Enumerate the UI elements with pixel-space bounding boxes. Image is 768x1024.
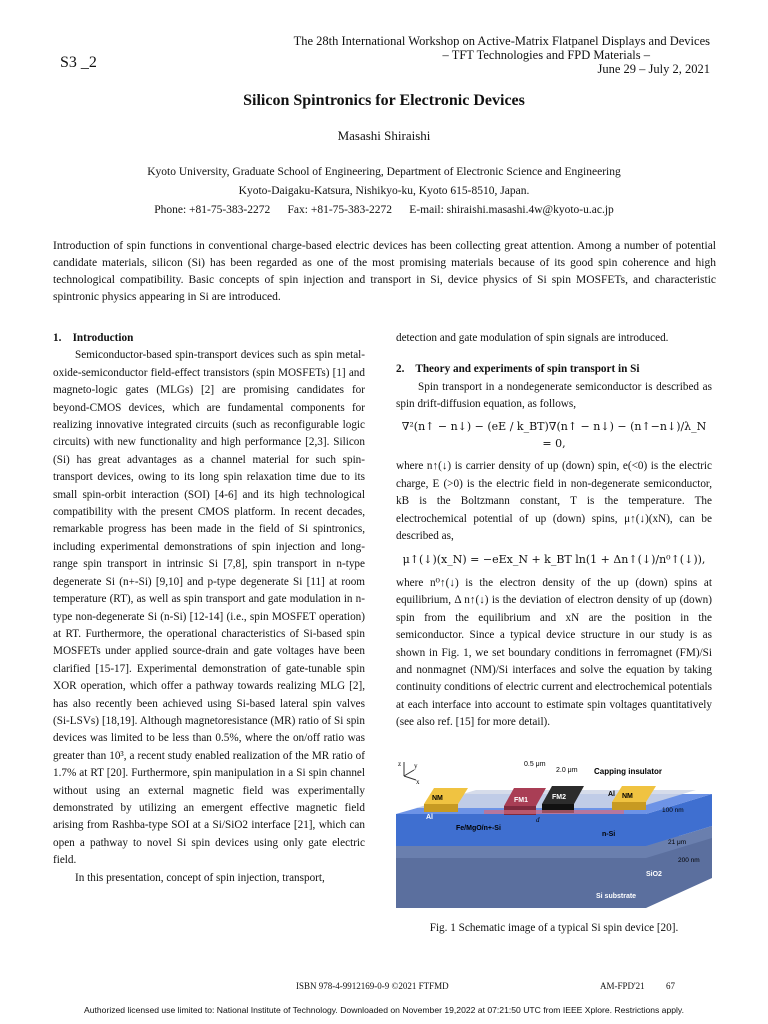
abstract: Introduction of spin functions in conventional charge-based electric devices has been collecting great attention. Among a number of potential candidate materials, silicon (Si) has been regarded as one of the most promising materials because of its good spin coherence and high technological compatibility. Basic concepts of spin injection and transport in Si, device physics of Si spin MOSFETs, and characteristic spintronic physics appearing in Si are introduced.	[53, 240, 716, 303]
axis-x-label: x	[416, 778, 420, 786]
conference-code: AM-FPD'21	[600, 981, 645, 991]
d-label: d	[536, 816, 540, 824]
theory-paragraph-3: where n⁰↑(↓) is the electron density of the up (down) spins at equilibrium, Δ n↑(↓) is the deviation of electron density of up (down) spin from the equilibrium and xN are the position in the semiconductor. Since a typical device structure in our study is as shown in Fig. 1, we set boundary conditions in ferromagnet (FM)/Si and nonmagnet (NM)/Si interfaces and solve the equation by taking continuity conditions of electric current and electrochemical potentials at each interface into account to estimate spin voltages quantitatively (see also ref. [15] for more detail).	[396, 576, 712, 729]
conference-line-2: – TFT Technologies and FPD Materials –	[442, 48, 650, 62]
axis-z-label: z	[398, 760, 402, 768]
sio2-label: SiO2	[646, 871, 662, 878]
section-1-heading: 1. Introduction	[53, 332, 134, 344]
axis-x-line	[404, 776, 416, 780]
electrochemical-potential-equation: μ↑(↓)(x_N) = −eEx_N + k_BT ln(1 + Δn↑(↓)/n⁰↑(↓)),	[402, 553, 706, 567]
axis-y-label: y	[414, 762, 418, 770]
figure-caption: Fig. 1 Schematic image of a typical Si spin device [20].	[429, 922, 679, 934]
theory-paragraph-1: Spin transport in a nondegenerate semiconductor is described as spin drift-diffusion equation, as follows,	[396, 380, 712, 411]
license-notice: Authorized licensed use limited to: National Institute of Technology. Downloaded on November 19,2022 at 07:21:50 UTC from IEEE Xplore. Restrictions apply.	[84, 1005, 684, 1015]
conference-line-1: The 28th International Workshop on Active-Matrix Flatpanel Displays and Devices	[293, 34, 710, 48]
fe-mgo-label: Fe/MgO/n+-Si	[456, 825, 501, 832]
device-schematic-svg	[396, 758, 712, 910]
al-left-label: Al	[426, 814, 433, 821]
fm1-label: FM1	[514, 797, 528, 804]
left-column	[53, 330, 365, 887]
device-schematic-figure	[396, 758, 712, 910]
paper-title: Silicon Spintronics for Electronic Devices	[243, 92, 525, 109]
right-column	[396, 330, 712, 732]
capping-label: Capping insulator	[594, 767, 662, 776]
dim-200-label: 200 nm	[678, 857, 700, 864]
channel-strip	[484, 810, 624, 814]
contact-line: Phone: +81-75-383-2272 Fax: +81-75-383-2272 E-mail: shiraishi.masashi.4w@kyoto-u.ac.jp	[154, 204, 614, 216]
page-number: 67	[666, 981, 675, 991]
affiliation-line-2: Kyoto-Daigaku-Katsura, Nishikyo-ku, Kyoto 615-8510, Japan.	[238, 185, 530, 197]
al-pad-left	[424, 804, 458, 812]
drift-diffusion-equation: ∇²(n↑ − n↓) − (eE / k_BT)∇(n↑ − n↓) − (n↑−n↓)/λ_N = 0,	[401, 419, 707, 451]
axis-y-line	[404, 770, 414, 776]
session-code: S3 _2	[60, 54, 97, 71]
conference-header	[294, 34, 710, 76]
dim-21-label: 21 μm	[668, 839, 687, 846]
intro-paragraph: Semiconductor-based spin-transport devices such as spin metal-oxide-semiconductor field-effect transistors (spin MOSFETs) [1] and magneto-logic gates (MLGs) [2] are promising candidates for beyond-CMOS devices, which are fundamental components for realizing innovative integrated circuits (such as reconfigurable logic circuits) with new functionality and high performance [2,3]. Silicon (Si) has great advantages as a channel material for such spin-transport devices, owing to its long spin relaxation time due to its small spin-orbit interaction (SOI) [4-6] and its high technological compatibility with the present CMOS platform. In recent decades, remarkable progress has been made in the field of Si spintronics, including experimental demonstrations of spin injection and long-range spin transport in intrinsic Si [7,8], spin transport in n-type degenerate Si (n+-Si) [9,10] and p-type degenerate Si [11] at room temperature (RT), as well as spin transport and gate modulation in n-type non-degenerate Si (n-Si) [12-14] (i.e., spin MOSFET operation) at RT. Furthermore, the operational characteristics of Si-based spin MOSFETs under applied source-drain and gate voltages have been clarified [15-17]. Experimental demonstration of gate-tunable spin XOR operation, which offer a pathway towards realizing MLG [2], has also recently been achieved using Si-based lateral spin valves (Si-LSVs) [18,19]. Although magnetoresistance (MR) ratio of Si spin devices was limited to be less than 0.5%, where the on/off ratio was greater than 10³, a recent study enabled realization of the MR ratio of 1.7% at RT [20]. Furthermore, spin manipulation in a Si spin channel without using an external magnetic field was experimentally demonstrated by utilizing an emergent effective magnetic field arising from Rashba-type SOI at a Si/SiO2 interface [21], which can open a pathway to novel Si spin devices using only gate electric field.	[53, 349, 365, 867]
conference-dates: June 29 – July 2, 2021	[597, 62, 710, 76]
author-name: Masashi Shiraishi	[337, 128, 431, 143]
dim-20-label: 2.0 μm	[556, 767, 578, 774]
dim-05-label: 0.5 μm	[524, 761, 546, 768]
n-si-label: n-Si	[602, 831, 616, 838]
theory-paragraph-2: where n↑(↓) is carrier density of up (down) spin, e(<0) is the electric charge, E (>0) is the electric field in non-degenerate semiconductor, kB is the Boltzmann constant, T is the temperature. The electrochemical potential of up (down) spins, μ↑(↓)(xN), can be described as,	[396, 460, 712, 543]
affiliation-line-1: Kyoto University, Graduate School of Engineering, Department of Electronic Science and Engineering	[147, 166, 621, 178]
intro-paragraph-2: In this presentation, concept of spin injection, transport,	[75, 871, 325, 884]
section-2-heading: 2. Theory and experiments of spin transport in Si	[396, 363, 640, 376]
dim-100-label: 100 nm	[662, 807, 684, 814]
substrate-label: Si substrate	[596, 893, 637, 900]
al-right-label: Al	[608, 791, 615, 798]
isbn-line: ISBN 978-4-9912169-0-9 ©2021 FTFMD	[296, 981, 449, 991]
fm2-label: FM2	[552, 794, 566, 801]
nm-left-label: NM	[432, 795, 443, 802]
al-pad-right	[612, 802, 646, 810]
continuation-text: detection and gate modulation of spin signals are introduced.	[396, 332, 669, 344]
nm-right-label: NM	[622, 793, 633, 800]
